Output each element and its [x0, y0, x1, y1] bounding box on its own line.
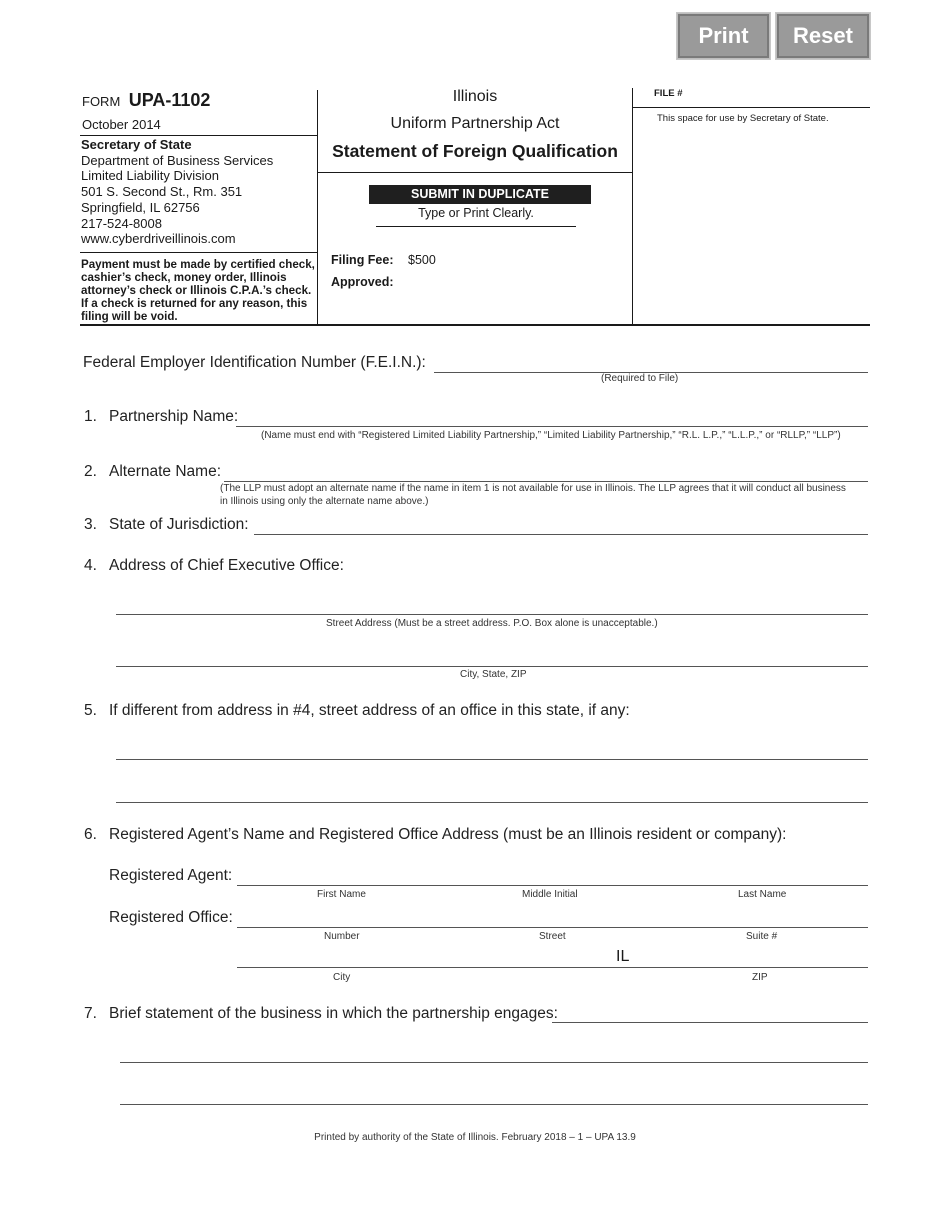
item1-number: 1.	[84, 408, 97, 425]
partnership-name-caption: (Name must end with “Registered Limited Liability Partnership,” “Limited Liability Partnership,” “R.L. L.P.,” “L.L.P.,” or “RLLP,” “LLP”)	[261, 430, 841, 441]
agent-last-name-caption: Last Name	[738, 889, 787, 900]
chief-office-city-input[interactable]	[116, 647, 872, 667]
illinois-office-line2-input[interactable]	[116, 783, 872, 803]
registered-agent-heading: Registered Agent’s Name and Registered Office Address (must be an Illinois resident or company):	[109, 826, 787, 843]
item6-number: 6.	[84, 826, 97, 843]
agency-phone: 217-524-8008	[81, 215, 162, 231]
item3-number: 3.	[84, 516, 97, 533]
registered-agent-input[interactable]	[237, 867, 872, 887]
business-statement-label: Brief statement of the business in which the partnership engages:	[109, 1005, 558, 1022]
office-zip-input[interactable]	[650, 948, 872, 968]
registered-office-label: Registered Office:	[109, 909, 233, 926]
sos-use-note: This space for use by Secretary of State.	[657, 113, 829, 124]
illinois-office-line1-input[interactable]	[116, 740, 872, 760]
form-id	[82, 90, 210, 111]
file-number-label: FILE #	[654, 88, 683, 99]
fein-caption: (Required to File)	[601, 373, 679, 384]
alternate-name-caption-1: (The LLP must adopt an alternate name if the name in item 1 is not available for use in Illinois. The LLP agrees that it will conduct all business	[220, 483, 846, 494]
print-button[interactable]: Print	[677, 13, 770, 59]
registered-agent-label: Registered Agent:	[109, 867, 233, 884]
chief-office-label: Address of Chief Executive Office:	[109, 557, 344, 574]
registered-office-input[interactable]	[237, 909, 872, 929]
office-city-input[interactable]	[237, 948, 611, 968]
business-statement-line3-input[interactable]	[120, 1086, 872, 1106]
business-statement-line2-input[interactable]	[120, 1044, 872, 1064]
fein-input[interactable]	[434, 354, 872, 374]
agent-first-name-caption: First Name	[317, 889, 366, 900]
state-name: Illinois	[452, 88, 498, 105]
office-street-caption: Street	[539, 931, 566, 942]
alternate-name-input[interactable]	[224, 463, 872, 483]
agency-name: Secretary of State	[81, 137, 192, 152]
partnership-name-input[interactable]	[236, 408, 872, 428]
approved-label: Approved:	[331, 275, 394, 289]
agency-block	[81, 137, 273, 247]
alternate-name-caption-2: in Illinois using only the alternate name above.)	[220, 496, 429, 507]
chief-office-street-input[interactable]	[116, 595, 872, 615]
item2-number: 2.	[84, 463, 97, 480]
office-city-caption: City	[333, 972, 351, 983]
office-suite-caption: Suite #	[746, 931, 778, 942]
form-date: October 2014	[82, 117, 161, 132]
jurisdiction-input[interactable]	[254, 516, 872, 536]
office-zip-caption: ZIP	[752, 972, 768, 983]
reset-button[interactable]: Reset	[776, 13, 870, 59]
illinois-office-label: If different from address in #4, street address of an office in this state, if any:	[109, 702, 630, 719]
item5-number: 5.	[84, 702, 97, 719]
form-prefix: FORM	[82, 94, 121, 109]
chief-office-city-caption: City, State, ZIP	[460, 669, 527, 680]
alternate-name-label: Alternate Name:	[109, 463, 221, 480]
filing-fee-value: $500	[408, 253, 436, 267]
act-name: Uniform Partnership Act	[390, 115, 560, 132]
item4-number: 4.	[84, 557, 97, 574]
type-print-note: Type or Print Clearly.	[418, 206, 534, 220]
form-number: UPA-1102	[128, 90, 211, 110]
form-title: Statement of Foreign Qualification	[332, 141, 618, 161]
agent-middle-initial-caption: Middle Initial	[522, 889, 578, 900]
agency-department: Department of Business Services	[81, 152, 274, 168]
footer-note: Printed by authority of the State of Illinois. February 2018 – 1 – UPA 13.9	[314, 1132, 636, 1143]
payment-notice: Payment must be made by certified check, cashier’s check, money order, Illinois attorney’s check or Illinois C.P.A.’s check. If a check is returned for any reason, this filing will be void.	[81, 258, 315, 323]
agency-division: Limited Liability Division	[81, 168, 219, 184]
partnership-name-label: Partnership Name:	[109, 408, 239, 425]
filing-fee-label: Filing Fee:	[331, 253, 394, 267]
agency-city: Springfield, IL 62756	[81, 199, 200, 215]
jurisdiction-label: State of Jurisdiction:	[109, 516, 249, 533]
office-state: IL	[616, 948, 630, 965]
chief-office-street-caption: Street Address (Must be a street address. P.O. Box alone is unacceptable.)	[326, 618, 658, 629]
submit-banner: SUBMIT IN DUPLICATE	[369, 185, 591, 204]
office-number-caption: Number	[324, 931, 360, 942]
item7-number: 7.	[84, 1005, 97, 1022]
fein-label: Federal Employer Identification Number (F.E.I.N.):	[83, 354, 426, 371]
agency-street: 501 S. Second St., Rm. 351	[81, 184, 243, 200]
agency-website[interactable]: www.cyberdriveillinois.com	[81, 231, 236, 247]
